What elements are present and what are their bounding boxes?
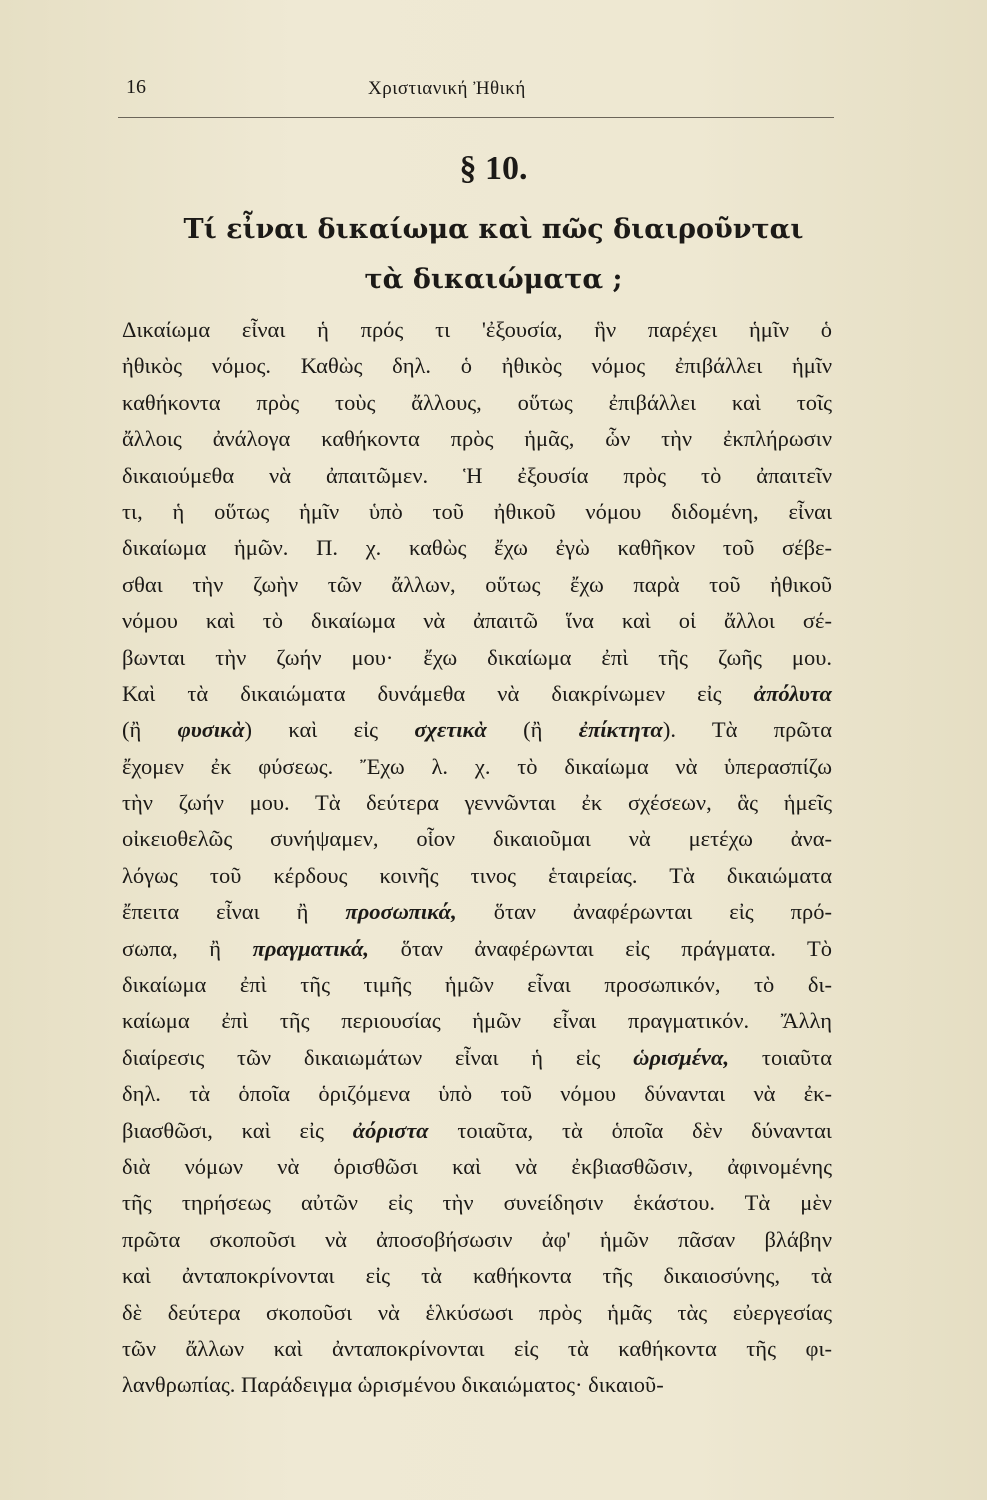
- text-line: [122, 1331, 832, 1367]
- text-line: [122, 1040, 832, 1076]
- page-header: [118, 74, 834, 110]
- text-segment: δικαίωμα ἐπὶ τῆς τιμῆς ἡμῶν εἶναι προσωπικόν, τὸ δι-: [122, 972, 832, 998]
- text-line: [122, 1258, 832, 1294]
- header-rule: [118, 117, 834, 118]
- text-segment: δικαιούμεθα νὰ ἀπαιτῶμεν. Ἡ ἐξουσία πρὸς τὸ ἀπαιτεῖν: [122, 462, 832, 488]
- text-line: [122, 348, 832, 384]
- section-title-line-2: τὰ δικαιώματα ;: [364, 264, 623, 295]
- page-number: 16: [126, 76, 146, 98]
- text-line: [122, 967, 832, 1003]
- text-line: [122, 821, 832, 857]
- text-segment: καὶ ἀνταποκρίνονται εἰς τὰ καθήκοντα τῆς δικαιοσύνης, τὰ: [122, 1263, 832, 1289]
- text-line: [122, 858, 832, 894]
- text-segment: Δικαίωμα εἶναι ἡ πρός τι 'ἐξουσία, ἣν παρέχει ἡμῖν ὁ: [122, 317, 832, 342]
- emphasized-term: ἐπίκτητα: [578, 717, 663, 743]
- text-segment: πρῶτα σκοποῦσι νὰ ἀποσοβήσωσιν ἀφ' ἡμῶν πᾶσαν βλάβην: [122, 1226, 832, 1252]
- text-segment: σωπα, ἢ: [122, 935, 253, 961]
- text-line: [122, 640, 832, 676]
- text-segment: τοιαῦτα, τὰ ὁποῖα δὲν δύνανται: [428, 1117, 832, 1143]
- text-segment: τῶν ἄλλων καὶ ἀνταποκρίνονται εἰς τὰ καθήκοντα τῆς φι-: [122, 1335, 832, 1361]
- body-text: [122, 312, 832, 1404]
- emphasized-term: προσωπικά,: [345, 899, 457, 925]
- text-segment: καθήκοντα πρὸς τοὺς ἄλλους, οὕτως ἐπιβάλλει καὶ τοῖς: [122, 389, 832, 415]
- text-line: [122, 1113, 832, 1149]
- text-segment: ἠθικὸς νόμος. Καθὼς δηλ. ὁ ἠθικὸς νόμος ἐπιβάλλει ἡμῖν: [122, 353, 832, 379]
- emphasized-term: φυσικὰ: [177, 717, 245, 743]
- text-segment: ὅταν ἀναφέρωνται εἰς πράγματα. Τὸ: [369, 935, 833, 961]
- text-line: [122, 785, 832, 821]
- text-line: [122, 1295, 832, 1331]
- text-line: [122, 1149, 832, 1185]
- text-line: [122, 1185, 832, 1221]
- section-number: § 10.: [459, 150, 528, 187]
- text-segment: ἔχομεν ἐκ φύσεως. Ἔχω λ. χ. τὸ δικαίωμα νὰ ὑπερασπίζω: [122, 753, 832, 779]
- text-segment: διὰ νόμων νὰ ὁρισθῶσι καὶ νὰ ἐκβιασθῶσιν, ἀφινομένης: [122, 1153, 832, 1179]
- text-line: [122, 603, 832, 639]
- text-line: [122, 567, 832, 603]
- text-line: [122, 1222, 832, 1258]
- text-line: [122, 494, 832, 530]
- text-line: [122, 458, 832, 494]
- text-segment: τῆς τηρήσεως αὐτῶν εἰς τὴν συνείδησιν ἑκάστου. Τὰ μὲν: [122, 1190, 832, 1216]
- text-segment: ὅταν ἀναφέρωνται εἰς πρό-: [456, 899, 832, 925]
- emphasized-term: ἀόριστα: [352, 1117, 429, 1143]
- text-line: [122, 931, 832, 967]
- emphasized-term: σχετικὰ: [414, 717, 487, 743]
- section-title-line-1: Τί εἶναι δικαίωμα καὶ πῶς διαιροῦνται: [183, 214, 804, 245]
- text-segment: τι, ἡ οὕτως ἡμῖν ὑπὸ τοῦ ἠθικοῦ νόμου διδομένη, εἶναι: [122, 498, 832, 524]
- text-line: [122, 1003, 832, 1039]
- text-segment: Καὶ τὰ δικαιώματα δυνάμεθα νὰ διακρίνωμεν εἰς: [122, 680, 754, 706]
- text-line: [122, 1076, 832, 1112]
- text-segment: δὲ δεύτερα σκοποῦσι νὰ ἑλκύσωσι πρὸς ἡμᾶς τὰς εὐεργεσίας: [122, 1299, 832, 1325]
- text-segment: βιασθῶσι, καὶ εἰς: [122, 1117, 353, 1143]
- text-segment: (ἢ: [122, 717, 178, 743]
- text-line: [122, 894, 832, 930]
- text-line: [122, 1367, 832, 1403]
- text-line: [122, 385, 832, 421]
- text-line: [122, 530, 832, 566]
- text-line: [122, 749, 832, 785]
- text-line: [122, 676, 832, 712]
- text-segment: οἰκειοθελῶς συνήψαμεν, οἷον δικαιοῦμαι νὰ μετέχω ἀνα-: [122, 826, 832, 852]
- text-segment: λανθρωπίας. Παράδειγμα ὡρισμένου δικαιώματος· δικαιοῦ-: [122, 1372, 664, 1398]
- text-segment: βωνται τὴν ζωήν μου· ἔχω δικαίωμα ἐπὶ τῆς ζωῆς μου.: [122, 644, 832, 670]
- text-segment: ἄλλοις ἀνάλογα καθήκοντα πρὸς ἡμᾶς, ὧν τὴν ἐκπλήρωσιν: [122, 426, 832, 452]
- emphasized-term: ὡρισμένα,: [633, 1044, 730, 1070]
- text-segment: τοιαῦτα: [729, 1044, 833, 1070]
- text-segment: τὴν ζωήν μου. Τὰ δεύτερα γεννῶνται ἐκ σχέσεων, ἃς ἡμεῖς: [122, 790, 832, 816]
- text-segment: λόγως τοῦ κέρδους κοινῆς τινος ἑταιρείας. Τὰ δικαιώματα: [122, 862, 832, 888]
- emphasized-term: πραγματικά,: [252, 935, 370, 961]
- text-segment: σθαι τὴν ζωὴν τῶν ἄλλων, οὕτως ἔχω παρὰ τοῦ ἠθικοῦ: [122, 571, 832, 597]
- text-line: [122, 312, 832, 348]
- text-line: [122, 712, 832, 748]
- text-segment: ). Τὰ πρῶτα: [662, 717, 832, 743]
- text-segment: καίωμα ἐπὶ τῆς περιουσίας ἡμῶν εἶναι πραγματικόν. Ἄλλη: [122, 1008, 832, 1034]
- text-segment: ἔπειτα εἶναι ἢ: [122, 899, 346, 925]
- emphasized-term: ἀπόλυτα: [753, 680, 832, 706]
- text-segment: δικαίωμα ἡμῶν. Π. χ. καθὼς ἔχω ἐγὼ καθῆκον τοῦ σέβε-: [122, 535, 832, 561]
- running-head: Χριστιανική Ἠθική: [368, 78, 526, 99]
- text-segment: (ἢ: [486, 717, 579, 743]
- text-segment: δηλ. τὰ ὁποῖα ὁριζόμενα ὑπὸ τοῦ νόμου δύνανται νὰ ἐκ-: [122, 1081, 832, 1107]
- text-line: [122, 421, 832, 457]
- text-segment: νόμου καὶ τὸ δικαίωμα νὰ ἀπαιτῶ ἵνα καὶ οἱ ἄλλοι σέ-: [122, 608, 832, 634]
- text-segment: ) καὶ εἰς: [244, 717, 415, 743]
- section-title: [0, 205, 987, 305]
- text-segment: διαίρεσις τῶν δικαιωμάτων εἶναι ἡ εἰς: [122, 1044, 634, 1070]
